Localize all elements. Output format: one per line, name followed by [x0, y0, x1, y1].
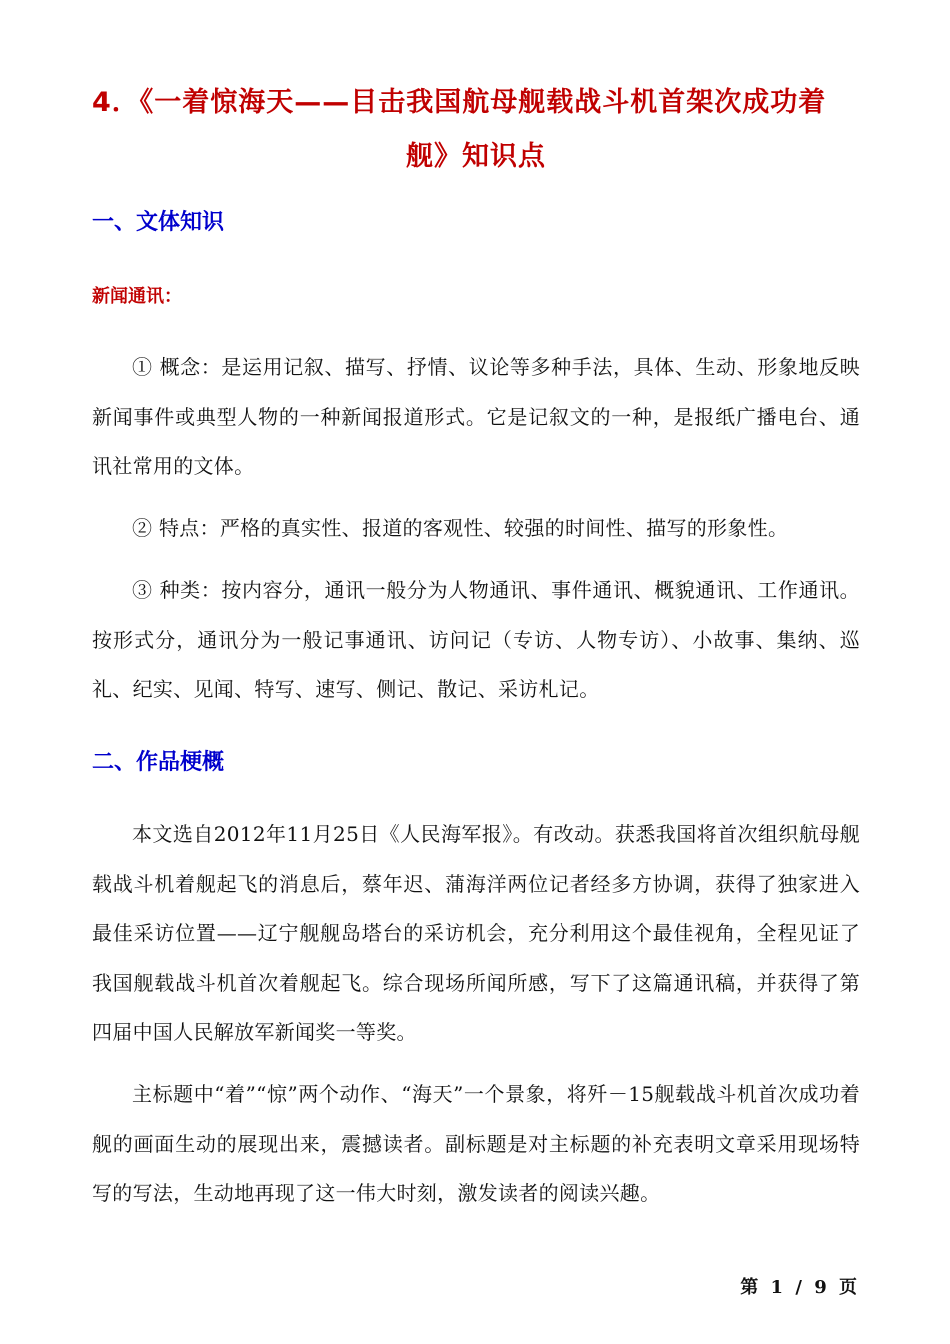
page-number-current: 1 — [770, 1277, 784, 1298]
page-number — [737, 1276, 860, 1300]
subheading-news-report: 新闻通讯： — [92, 286, 182, 307]
page-number-suffix: 页 — [839, 1277, 857, 1298]
title-line-2: 舰》知识点 — [406, 141, 546, 172]
page-number-total: 9 — [814, 1277, 827, 1298]
paragraph-concept: ① 概念：是运用记叙、描写、抒情、议论等多种手法，具体、生动、形象地反映新闻事件或典型人物的一种新闻报道形式。它是记叙文的一种，是报纸广播电台、通讯社常用的文体。 — [92, 355, 860, 478]
section-heading-genre: 一、文体知识 — [92, 210, 225, 235]
paragraph-types: ③ 种类：按内容分，通讯一般分为人物通讯、事件通讯、概貌通讯、工作通讯。按形式分，通讯分为一般记事通讯、访问记（专访、人物专访）、小故事、集纳、巡礼、纪实、见闻、特写、速写、侧记、散记、采访札记。 — [92, 578, 860, 701]
section-heading-summary: 二、作品梗概 — [92, 750, 225, 775]
paragraph-title-analysis: 主标题中“着”“惊”两个动作、“海天”一个景象，将歼－15舰载战斗机首次成功着舰的画面生动的展现出来，震撼读者。副标题是对主标题的补充表明文章采用现场特写的写法，生动地再现了这一伟大时刻，激发读者的阅读兴趣。 — [92, 1082, 860, 1205]
paragraph-features: ② 特点：严格的真实性、报道的客观性、较强的时间性、描写的形象性。 — [132, 516, 789, 540]
page-number-prefix: 第 — [740, 1277, 759, 1298]
paragraph-source: 本文选自2012年11月25日《人民海军报》。有改动。获悉我国将首次组织航母舰载战斗机着舰起飞的消息后，蔡年迟、蒲海洋两位记者经多方协调，获得了独家进入最佳采访位置——辽宁舰舰岛塔台的采访机会，充分利用这个最佳视角，全程见证了我国舰载战斗机首次着舰起飞。综合现场所闻所感，写下了这篇通讯稿，并获得了第四届中国人民解放军新闻奖一等奖。 — [92, 822, 860, 1044]
document-title — [92, 76, 860, 184]
page-number-separator: / — [795, 1277, 802, 1298]
title-line-1: 4．《一着惊海天——目击我国航母舰载战斗机首架次成功着 — [92, 87, 827, 118]
